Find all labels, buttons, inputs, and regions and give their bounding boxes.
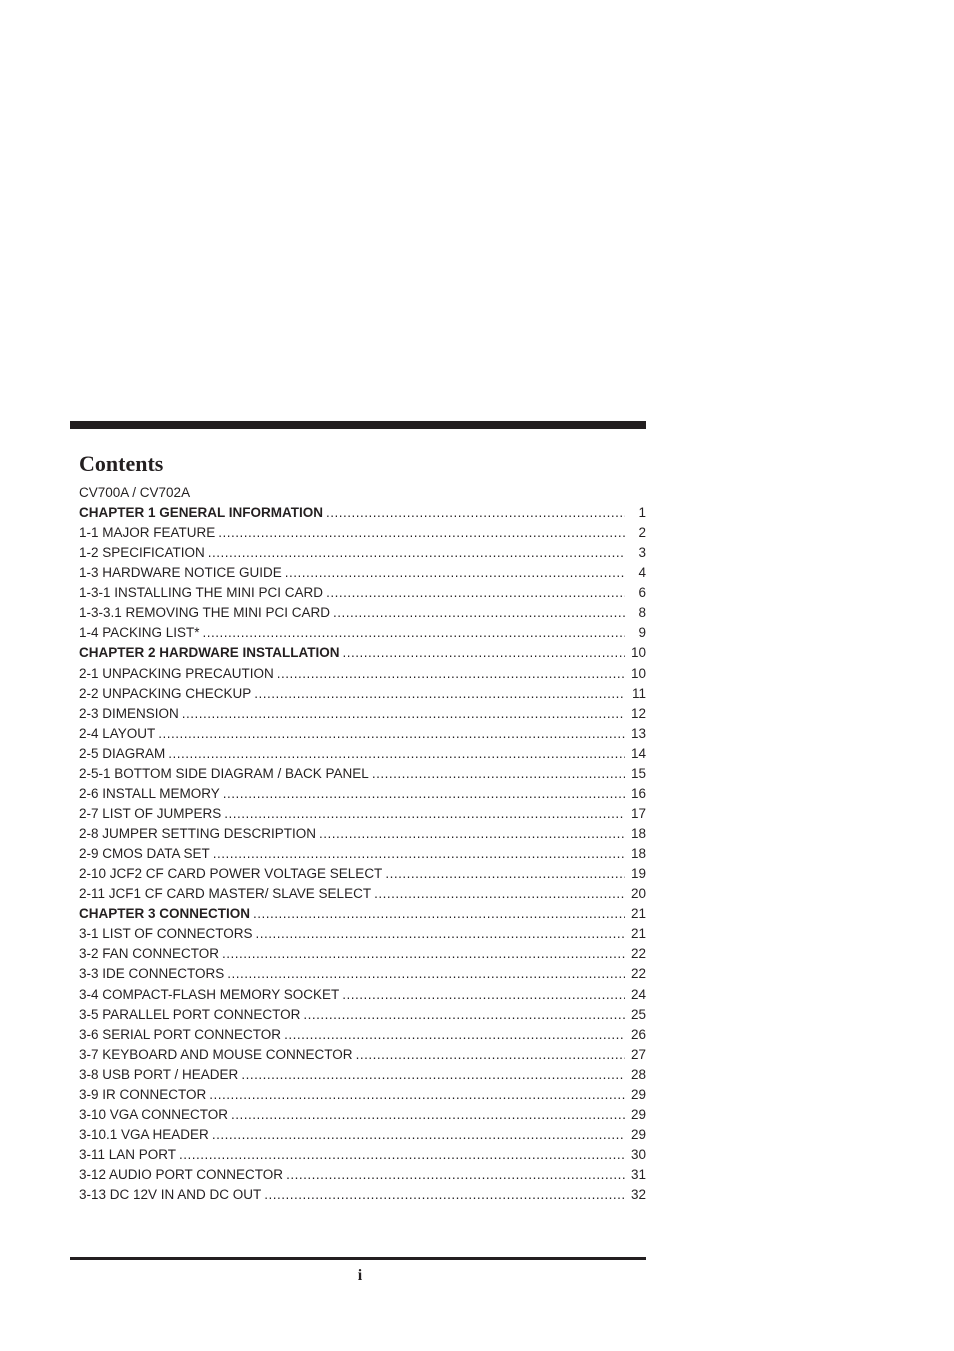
toc-entry-label: 1-1 MAJOR FEATURE (79, 525, 216, 541)
table-of-contents (79, 503, 646, 1205)
toc-entry-page: 17 (630, 805, 646, 821)
toc-leader-dots (385, 864, 625, 884)
toc-chapter-entry[interactable] (79, 643, 646, 663)
toc-entry[interactable] (79, 724, 646, 744)
toc-entry[interactable] (79, 1165, 646, 1185)
toc-leader-dots (343, 643, 626, 663)
toc-entry[interactable] (79, 824, 646, 844)
toc-entry[interactable] (79, 864, 646, 884)
toc-entry-page: 21 (630, 926, 646, 942)
toc-entry-label: 3-12 AUDIO PORT CONNECTOR (79, 1167, 284, 1183)
toc-entry-label: 3-7 KEYBOARD AND MOUSE CONNECTOR (79, 1046, 353, 1062)
toc-entry-page: 6 (638, 585, 646, 601)
toc-entry-label: 2-10 JCF2 CF CARD POWER VOLTAGE SELECT (79, 866, 383, 882)
toc-entry[interactable] (79, 684, 646, 704)
toc-entry[interactable] (79, 664, 646, 684)
toc-chapter-entry[interactable] (79, 904, 646, 924)
toc-leader-dots (264, 1185, 625, 1205)
toc-entry[interactable] (79, 844, 646, 864)
toc-leader-dots (231, 1105, 625, 1125)
toc-entry-page: 2 (638, 525, 646, 541)
toc-entry-label: 3-9 IR CONNECTOR (79, 1086, 207, 1102)
toc-leader-dots (203, 623, 625, 643)
toc-entry-label: CHAPTER 2 HARDWARE INSTALLATION (79, 645, 340, 661)
toc-entry-page: 1 (638, 505, 646, 520)
toc-entry-label: 1-3-1 INSTALLING THE MINI PCI CARD (79, 585, 324, 601)
toc-leader-dots (227, 964, 625, 984)
toc-entry[interactable] (79, 523, 646, 543)
toc-entry-label: 1-4 PACKING LIST* (79, 625, 200, 641)
toc-leader-dots (223, 784, 625, 804)
toc-chapter-entry[interactable] (79, 503, 646, 523)
toc-entry-page: 20 (630, 886, 646, 902)
toc-entry-label: 2-5-1 BOTTOM SIDE DIAGRAM / BACK PANEL (79, 765, 369, 781)
toc-entry[interactable] (79, 563, 646, 583)
toc-entry[interactable] (79, 964, 646, 984)
toc-entry[interactable] (79, 784, 646, 804)
toc-leader-dots (179, 1145, 625, 1165)
toc-entry-page: 25 (630, 1006, 646, 1022)
toc-entry-page: 19 (630, 866, 646, 882)
page-title: Contents (79, 451, 164, 476)
toc-entry-label: 2-9 CMOS DATA SET (79, 846, 210, 862)
toc-leader-dots (241, 1065, 625, 1085)
toc-entry-label: CHAPTER 3 CONNECTION (79, 906, 251, 922)
toc-entry-page: 12 (630, 705, 646, 721)
toc-entry-page: 9 (638, 625, 646, 641)
toc-entry-label: 3-6 SERIAL PORT CONNECTOR (79, 1026, 282, 1042)
toc-leader-dots (319, 824, 625, 844)
toc-leader-dots (256, 924, 625, 944)
page-number: i (357, 1267, 363, 1284)
toc-entry[interactable] (79, 764, 646, 784)
toc-entry-page: 18 (630, 846, 646, 862)
toc-entry-page: 29 (630, 1086, 646, 1102)
toc-entry[interactable] (79, 924, 646, 944)
toc-entry-label: 2-6 INSTALL MEMORY (79, 785, 220, 801)
toc-leader-dots (182, 704, 625, 724)
toc-entry-page: 29 (630, 1106, 646, 1122)
toc-entry-label: 2-7 LIST OF JUMPERS (79, 805, 222, 821)
toc-entry[interactable] (79, 744, 646, 764)
toc-entry-page: 30 (630, 1147, 646, 1162)
toc-leader-dots (374, 884, 625, 904)
toc-leader-dots (303, 1005, 625, 1025)
toc-entry-label: 2-5 DIAGRAM (79, 745, 166, 761)
toc-entry-page: 10 (630, 665, 646, 681)
toc-entry[interactable] (79, 623, 646, 643)
toc-entry-page: 26 (630, 1026, 646, 1042)
toc-entry-label: 3-8 USB PORT / HEADER (79, 1066, 239, 1082)
toc-entry-page: 28 (630, 1066, 646, 1082)
toc-entry-label: 3-11 LAN PORT (79, 1147, 177, 1162)
toc-entry-page: 24 (630, 986, 646, 1002)
toc-entry[interactable] (79, 1065, 646, 1085)
toc-entry-page: 21 (630, 906, 646, 922)
toc-entry-page: 11 (631, 685, 646, 701)
toc-entry-page: 13 (630, 725, 646, 741)
toc-entry[interactable] (79, 1085, 646, 1105)
toc-entry-label: 1-2 SPECIFICATION (79, 545, 205, 561)
toc-entry[interactable] (79, 1145, 646, 1165)
toc-leader-dots (372, 764, 625, 784)
toc-leader-dots (284, 1025, 625, 1045)
toc-entry-label: CHAPTER 1 GENERAL INFORMATION (79, 505, 324, 520)
toc-entry-label: 3-13 DC 12V IN AND DC OUT (79, 1187, 262, 1203)
toc-leader-dots (224, 804, 625, 824)
toc-entry[interactable] (79, 704, 646, 724)
toc-entry-page: 14 (630, 745, 646, 761)
toc-leader-dots (168, 744, 625, 764)
toc-leader-dots (326, 503, 625, 523)
toc-leader-dots (356, 1045, 625, 1065)
toc-entry-page: 8 (638, 605, 646, 621)
toc-leader-dots (222, 944, 625, 964)
toc-entry-label: 2-4 LAYOUT (79, 725, 156, 741)
toc-entry-label: 3-10 VGA CONNECTOR (79, 1106, 229, 1122)
toc-entry-page: 31 (630, 1167, 646, 1183)
toc-leader-dots (218, 523, 625, 543)
toc-entry-label: 2-1 UNPACKING PRECAUTION (79, 665, 274, 681)
toc-entry[interactable] (79, 1045, 646, 1065)
toc-entry-label: 3-4 COMPACT-FLASH MEMORY SOCKET (79, 986, 340, 1002)
toc-entry-label: 2-3 DIMENSION (79, 705, 179, 721)
toc-entry-page: 3 (638, 545, 646, 561)
toc-entry[interactable] (79, 543, 646, 563)
bottom-rule (70, 1257, 646, 1260)
top-rule (70, 421, 646, 429)
toc-entry-label: 3-3 IDE CONNECTORS (79, 966, 225, 982)
toc-leader-dots (277, 664, 625, 684)
model-subtitle: CV700A / CV702A (79, 485, 191, 500)
toc-entry-page: 32 (630, 1187, 646, 1203)
toc-entry-page: 10 (630, 645, 646, 661)
toc-entry-page: 4 (638, 565, 646, 581)
toc-leader-dots (212, 1125, 625, 1145)
toc-entry[interactable] (79, 603, 646, 623)
toc-leader-dots (253, 904, 625, 924)
toc-leader-dots (285, 563, 625, 583)
toc-entry-label: 2-11 JCF1 CF CARD MASTER/ SLAVE SELECT (79, 886, 372, 902)
toc-leader-dots (286, 1165, 625, 1185)
toc-leader-dots (333, 603, 625, 623)
toc-entry-label: 3-2 FAN CONNECTOR (79, 946, 220, 962)
toc-leader-dots (158, 724, 625, 744)
toc-entry-label: 3-5 PARALLEL PORT CONNECTOR (79, 1006, 301, 1022)
toc-entry-label: 1-3 HARDWARE NOTICE GUIDE (79, 565, 282, 581)
toc-entry-label: 3-10.1 VGA HEADER (79, 1126, 209, 1142)
toc-leader-dots (254, 684, 625, 704)
toc-entry[interactable] (79, 884, 646, 904)
toc-leader-dots (209, 1085, 625, 1105)
toc-leader-dots (326, 583, 625, 603)
toc-entry[interactable] (79, 985, 646, 1005)
toc-entry[interactable] (79, 944, 646, 964)
toc-entry-label: 2-8 JUMPER SETTING DESCRIPTION (79, 826, 317, 841)
toc-entry[interactable] (79, 1125, 646, 1145)
toc-entry[interactable] (79, 804, 646, 824)
toc-entry[interactable] (79, 1005, 646, 1025)
toc-entry[interactable] (79, 583, 646, 603)
toc-entry[interactable] (79, 1105, 646, 1125)
toc-entry-page: 29 (630, 1126, 646, 1142)
toc-entry-label: 1-3-3.1 REMOVING THE MINI PCI CARD (79, 605, 331, 621)
toc-entry[interactable] (79, 1185, 646, 1205)
toc-leader-dots (342, 985, 625, 1005)
toc-entry-page: 15 (630, 765, 646, 781)
toc-leader-dots (208, 543, 625, 563)
toc-entry-label: 3-1 LIST OF CONNECTORS (79, 926, 253, 942)
toc-entry-page: 27 (630, 1046, 646, 1062)
toc-entry-page: 22 (630, 946, 646, 962)
toc-entry-page: 22 (630, 966, 646, 982)
toc-entry[interactable] (79, 1025, 646, 1045)
toc-entry-page: 16 (630, 785, 646, 801)
toc-entry-page: 18 (630, 826, 646, 841)
toc-leader-dots (213, 844, 625, 864)
toc-entry-label: 2-2 UNPACKING CHECKUP (79, 685, 252, 701)
